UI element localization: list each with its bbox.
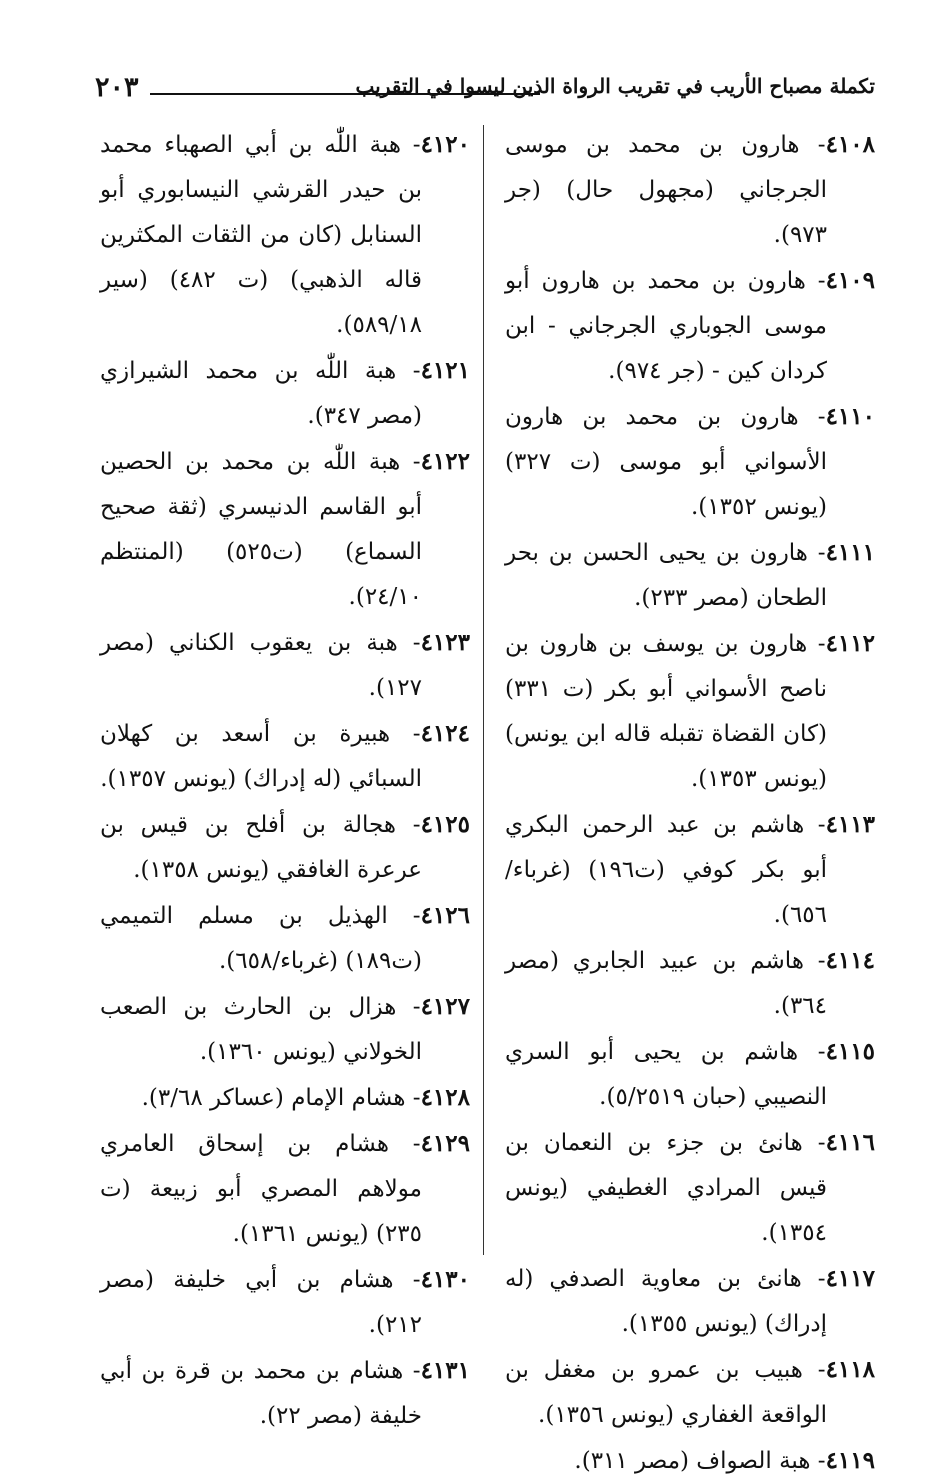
entry-text: هاشم بن عبد الرحمن البكري أبو بكر كوفي (ت١٩٦) (غرباء/٦٥٦). (505, 812, 827, 928)
entry-number: ٤١١٤ (825, 947, 875, 974)
entry-number: ٤١٠٩ (825, 267, 875, 294)
entry-number: ٤١٢٠ (420, 131, 470, 158)
entry-number: ٤١٢٣ (420, 629, 470, 656)
entry-number: ٤١١٠ (825, 403, 875, 430)
entry: ٤١٢٣- هبة بن يعقوب الكناني (مصر ١٢٧). (100, 629, 470, 701)
entry-number: ٤١١٦ (825, 1129, 875, 1156)
entry: ٤١١١- هارون بن يحيى الحسن بن بحر الطحان (مصر ٢٣٣). (505, 539, 875, 611)
entry-number: ٤١٢٨ (420, 1084, 470, 1111)
entry: ٤١٠٨- هارون بن محمد بن موسى الجرجاني (مجهول حال) (جر ٩٧٣). (505, 131, 875, 248)
entry-text: هاشم بن عبيد الجابري (مصر ٣٦٤). (505, 948, 827, 1019)
entry-number: ٤١١٩ (825, 1447, 875, 1474)
entry: ٤١٣٠- هشام بن أبي خليفة (مصر ٢١٢). (100, 1266, 470, 1338)
entry-text: هاشم بن يحيى أبو السري النصيبي (حبان ٥/٢٥١٩). (505, 1039, 827, 1110)
entry-number: ٤١٢٥ (420, 811, 470, 838)
entry: ٤١٢٧- هزال بن الحارث بن الصعب الخولاني (يونس ١٣٦٠). (100, 993, 470, 1065)
entry-number: ٤١١٥ (825, 1038, 875, 1065)
entry-text: هبة اللّٰه بن محمد بن الحصين أبو القاسم الدنيسري (ثقة صحيح السماع) (ت٥٢٥) (المنتظم ٢٤/١٠). (100, 449, 422, 610)
entry-text: هشام الإمام (عساكر ٣/٦٨). (141, 1085, 406, 1111)
entry-text: هانئ بن معاوية الصدفي (له إدراك) (يونس ١٣٥٥). (505, 1266, 827, 1337)
entry-text: هجالة بن أفلح بن قيس بن عرعرة الغافقي (يونس ١٣٥٨). (100, 812, 422, 883)
entry: ٤١٢٥- هجالة بن أفلح بن قيس بن عرعرة الغافقي (يونس ١٣٥٨). (100, 811, 470, 883)
entry-text: هشام بن إسحاق العامري مولاهم المصري أبو زبيعة (ت ٢٣٥) (يونس ١٣٦١). (100, 1131, 422, 1247)
entry-text: هشام بن أبي خليفة (مصر ٢١٢). (100, 1267, 422, 1338)
running-title: تكملة مصباح الأريب في تقريب الرواة الذين ليسوا في التقريب (355, 74, 875, 98)
entry-number: ٤١١٢ (825, 630, 875, 657)
entry: ٤١١٣- هاشم بن عبد الرحمن البكري أبو بكر كوفي (ت١٩٦) (غرباء/٦٥٦). (505, 811, 875, 928)
entry-text: هارون بن يحيى الحسن بن بحر الطحان (مصر ٢٣٣). (505, 540, 827, 611)
right-column (505, 122, 875, 1484)
entry: ٤١١٤- هاشم بن عبيد الجابري (مصر ٣٦٤). (505, 947, 875, 1019)
entry-text: هبة الصواف (مصر ٣١١). (574, 1448, 811, 1474)
entry-number: ٤١٢٦ (420, 902, 470, 929)
entry: ٤١٢٢- هبة اللّٰه بن محمد بن الحصين أبو القاسم الدنيسري (ثقة صحيح السماع) (ت٥٢٥) (المنتظم ٢٤/١٠). (100, 448, 470, 610)
entry-number: ٤١١٧ (825, 1265, 875, 1292)
entry-number: ٤١١٣ (825, 811, 875, 838)
entry: ٤١٢٦- الهذيل بن مسلم التميمي (ت١٨٩) (غرباء/٦٥٨). (100, 902, 470, 974)
page-number: ٢٠٣ (95, 72, 139, 103)
entry: ٤١٢٤- هبيرة بن أسعد بن كهلان السبائي (له إدراك) (يونس ١٣٥٧). (100, 720, 470, 792)
entry-number: ٤١٣٠ (420, 1266, 470, 1293)
left-column (100, 122, 470, 1439)
entry-text: الهذيل بن مسلم التميمي (ت١٨٩) (غرباء/٦٥٨). (100, 903, 422, 974)
page-header (85, 70, 875, 110)
entry-number: ٤١٢٤ (420, 720, 470, 747)
entry: ٤١٢١- هبة اللّٰه بن محمد الشيرازي (مصر ٣٤٧). (100, 357, 470, 429)
entry-text: هارون بن محمد بن موسى الجرجاني (مجهول حال) (جر ٩٧٣). (505, 132, 827, 248)
entry-text: هبيرة بن أسعد بن كهلان السبائي (له إدراك) (يونس ١٣٥٧). (100, 721, 422, 792)
entry: ٤١٢٨- هشام الإمام (عساكر ٣/٦٨). (141, 1084, 470, 1111)
entry-number: ٤١١١ (825, 539, 875, 566)
entry: ٤١١٥- هاشم بن يحيى أبو السري النصيبي (حبان ٥/٢٥١٩). (505, 1038, 875, 1110)
entry-text: هارون بن محمد بن هارون أبو موسى الجوباري الجرجاني - ابن كردان كين - (جر ٩٧٤). (505, 268, 827, 384)
entry-text: هبة بن يعقوب الكناني (مصر ١٢٧). (100, 630, 422, 701)
entry-number: ٤١١٨ (825, 1356, 875, 1383)
entry: ٤١١٦- هانئ بن جزء بن النعمان بن قيس المرادي الغطيفي (يونس ١٣٥٤). (505, 1129, 875, 1246)
entry-number: ٤١٢١ (420, 357, 470, 384)
entry-number: ٤١٢٩ (420, 1130, 470, 1157)
entry: ٤١١٨- هبيب بن عمرو بن مغفل بن الواقعة الغفاري (يونس ١٣٥٦). (505, 1356, 875, 1428)
entry: ٤١٢٠- هبة اللّٰه بن أبي الصهباء محمد بن حيدر القرشي النيسابوري أبو السنابل (كان من الثقات المكثرين قاله الذهبي) (ت ٤٨٢) (سير ٥٨٩/١٨). (100, 131, 470, 338)
entry: ٤١٠٩- هارون بن محمد بن هارون أبو موسى الجوباري الجرجاني - ابن كردان كين - (جر ٩٧٤). (505, 267, 875, 384)
entry: ٤١٣١- هشام بن محمد بن قرة بن أبي خليفة (مصر ٢٢). (100, 1357, 470, 1429)
entry-text: هبة اللّٰه بن محمد الشيرازي (مصر ٣٤٧). (100, 358, 422, 429)
entry-number: ٤١٣١ (420, 1357, 470, 1384)
entry: ٤١١٧- هانئ بن معاوية الصدفي (له إدراك) (يونس ١٣٥٥). (505, 1265, 875, 1337)
entry-text: هانئ بن جزء بن النعمان بن قيس المرادي الغطيفي (يونس ١٣٥٤). (505, 1130, 827, 1246)
entry-number: ٤١٢٢ (420, 448, 470, 475)
entry-text: هبيب بن عمرو بن مغفل بن الواقعة الغفاري (يونس ١٣٥٦). (505, 1357, 827, 1428)
entry-text: هزال بن الحارث بن الصعب الخولاني (يونس ١٣٦٠). (100, 994, 422, 1065)
column-divider (483, 125, 484, 1255)
entry-number: ٤١٠٨ (825, 131, 875, 158)
entry: ٤١١٠- هارون بن محمد بن هارون الأسواني أبو موسى (ت ٣٢٧) (يونس ١٣٥٢). (505, 403, 875, 520)
entry-text: هبة اللّٰه بن أبي الصهباء محمد بن حيدر القرشي النيسابوري أبو السنابل (كان من الثقات المكثرين قاله الذهبي) (ت ٤٨٢) (سير ٥٨٩/١٨). (100, 132, 422, 338)
entry-number: ٤١٢٧ (420, 993, 470, 1020)
entry: ٤١١٢- هارون بن يوسف بن هارون بن ناصح الأسواني أبو بكر (ت ٣٣١) (كان القضاة تقبله قاله ابن يونس) (يونس ١٣٥٣). (505, 630, 875, 792)
entry: ٤١١٩- هبة الصواف (مصر ٣١١). (574, 1447, 875, 1474)
entry-text: هارون بن يوسف بن هارون بن ناصح الأسواني أبو بكر (ت ٣٣١) (كان القضاة تقبله قاله ابن يونس) (يونس ١٣٥٣). (505, 631, 827, 792)
entry-text: هارون بن محمد بن هارون الأسواني أبو موسى (ت ٣٢٧) (يونس ١٣٥٢). (505, 404, 827, 520)
entry: ٤١٢٩- هشام بن إسحاق العامري مولاهم المصري أبو زبيعة (ت ٢٣٥) (يونس ١٣٦١). (100, 1130, 470, 1247)
entry-text: هشام بن محمد بن قرة بن أبي خليفة (مصر ٢٢). (100, 1358, 422, 1429)
